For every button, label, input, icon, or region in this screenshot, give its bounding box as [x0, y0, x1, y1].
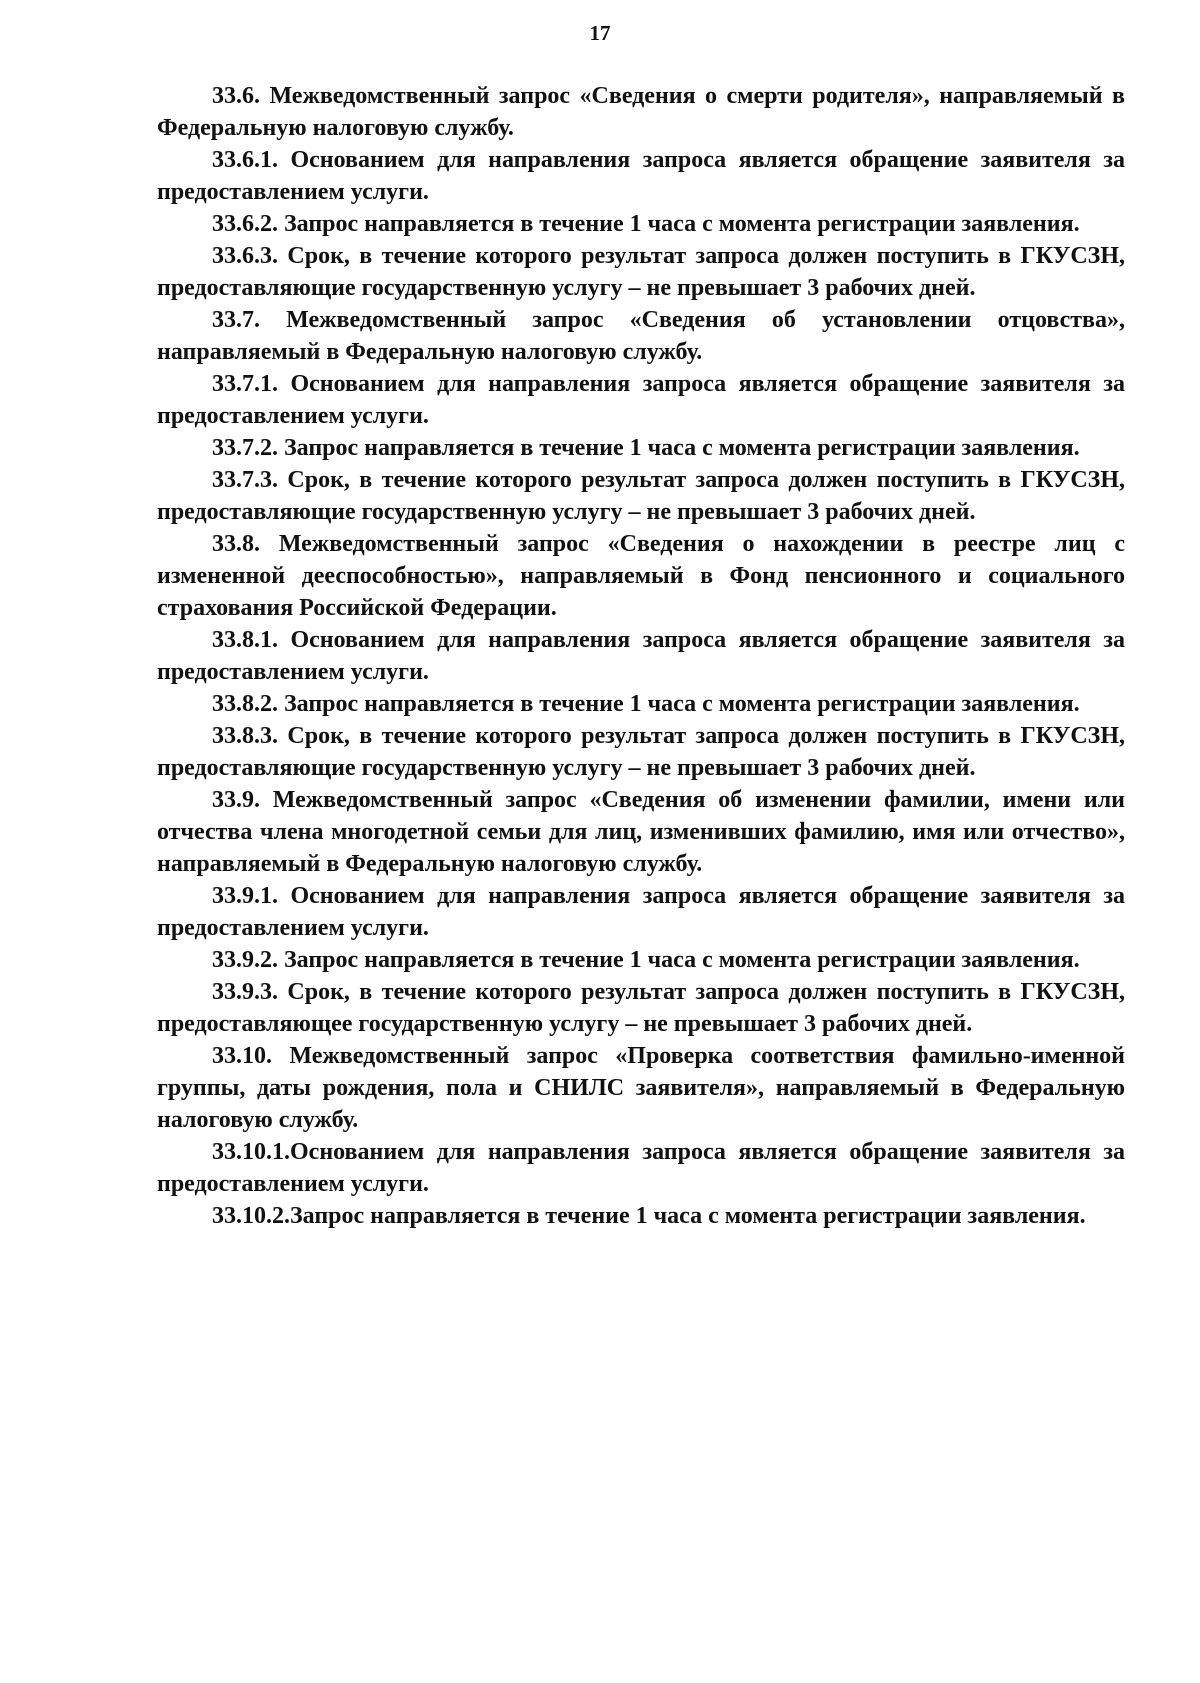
paragraph-33-6: 33.6. Межведомственный запрос «Сведения о смерти родителя», направляемый в Федеральную налоговую службу. — [157, 83, 1125, 141]
paragraph-33-10: 33.10. Межведомственный запрос «Проверка соответствия фамильно-именной группы, даты рождения, пола и СНИЛС заявителя», направляемый в Федеральную налоговую службу. — [157, 1043, 1125, 1133]
paragraph-33-8: 33.8. Межведомственный запрос «Сведения о нахождении в реестре лиц с измененной дееспособностью», направляемый в Фонд пенсионного и социального страхования Российской Федерации. — [157, 531, 1125, 621]
page-number: 17 — [589, 21, 611, 45]
document-body — [157, 80, 1125, 1232]
paragraph-33-9: 33.9. Межведомственный запрос «Сведения об изменении фамилии, имени или отчества члена многодетной семьи для лиц, изменивших фамилию, имя или отчество», направляемый в Федеральную налоговую службу. — [157, 787, 1125, 877]
paragraph-33-6-2: 33.6.2. Запрос направляется в течение 1 часа с момента регистрации заявления. — [212, 211, 1080, 237]
paragraph-33-9-3: 33.9.3. Срок, в течение которого результат запроса должен поступить в ГКУСЗН, предоставляющее государственную услугу – не превышает 3 рабочих дней. — [157, 979, 1125, 1037]
paragraph-33-10-2: 33.10.2.Запрос направляется в течение 1 часа с момента регистрации заявления. — [212, 1203, 1086, 1229]
paragraph-33-9-1: 33.9.1. Основанием для направления запроса является обращение заявителя за предоставлением услуги. — [157, 883, 1125, 941]
paragraph-33-8-3: 33.8.3. Срок, в течение которого результат запроса должен поступить в ГКУСЗН, предоставляющие государственную услугу – не превышает 3 рабочих дней. — [157, 723, 1125, 781]
paragraph-33-10-1: 33.10.1.Основанием для направления запроса является обращение заявителя за предоставлением услуги. — [157, 1139, 1125, 1197]
paragraph-33-7: 33.7. Межведомственный запрос «Сведения об установлении отцовства», направляемый в Федеральную налоговую службу. — [157, 307, 1125, 365]
paragraph-33-6-1: 33.6.1. Основанием для направления запроса является обращение заявителя за предоставлением услуги. — [157, 147, 1125, 205]
paragraph-33-7-1: 33.7.1. Основанием для направления запроса является обращение заявителя за предоставлением услуги. — [157, 371, 1125, 429]
paragraph-33-8-2: 33.8.2. Запрос направляется в течение 1 часа с момента регистрации заявления. — [212, 691, 1080, 717]
paragraph-33-7-2: 33.7.2. Запрос направляется в течение 1 часа с момента регистрации заявления. — [212, 435, 1080, 461]
paragraph-33-6-3: 33.6.3. Срок, в течение которого результат запроса должен поступить в ГКУСЗН, предоставляющие государственную услугу – не превышает 3 рабочих дней. — [157, 243, 1125, 301]
paragraph-33-8-1: 33.8.1. Основанием для направления запроса является обращение заявителя за предоставлением услуги. — [157, 627, 1125, 685]
paragraph-33-7-3: 33.7.3. Срок, в течение которого результат запроса должен поступить в ГКУСЗН, предоставляющие государственную услугу – не превышает 3 рабочих дней. — [157, 467, 1125, 525]
paragraph-33-9-2: 33.9.2. Запрос направляется в течение 1 часа с момента регистрации заявления. — [212, 947, 1080, 973]
